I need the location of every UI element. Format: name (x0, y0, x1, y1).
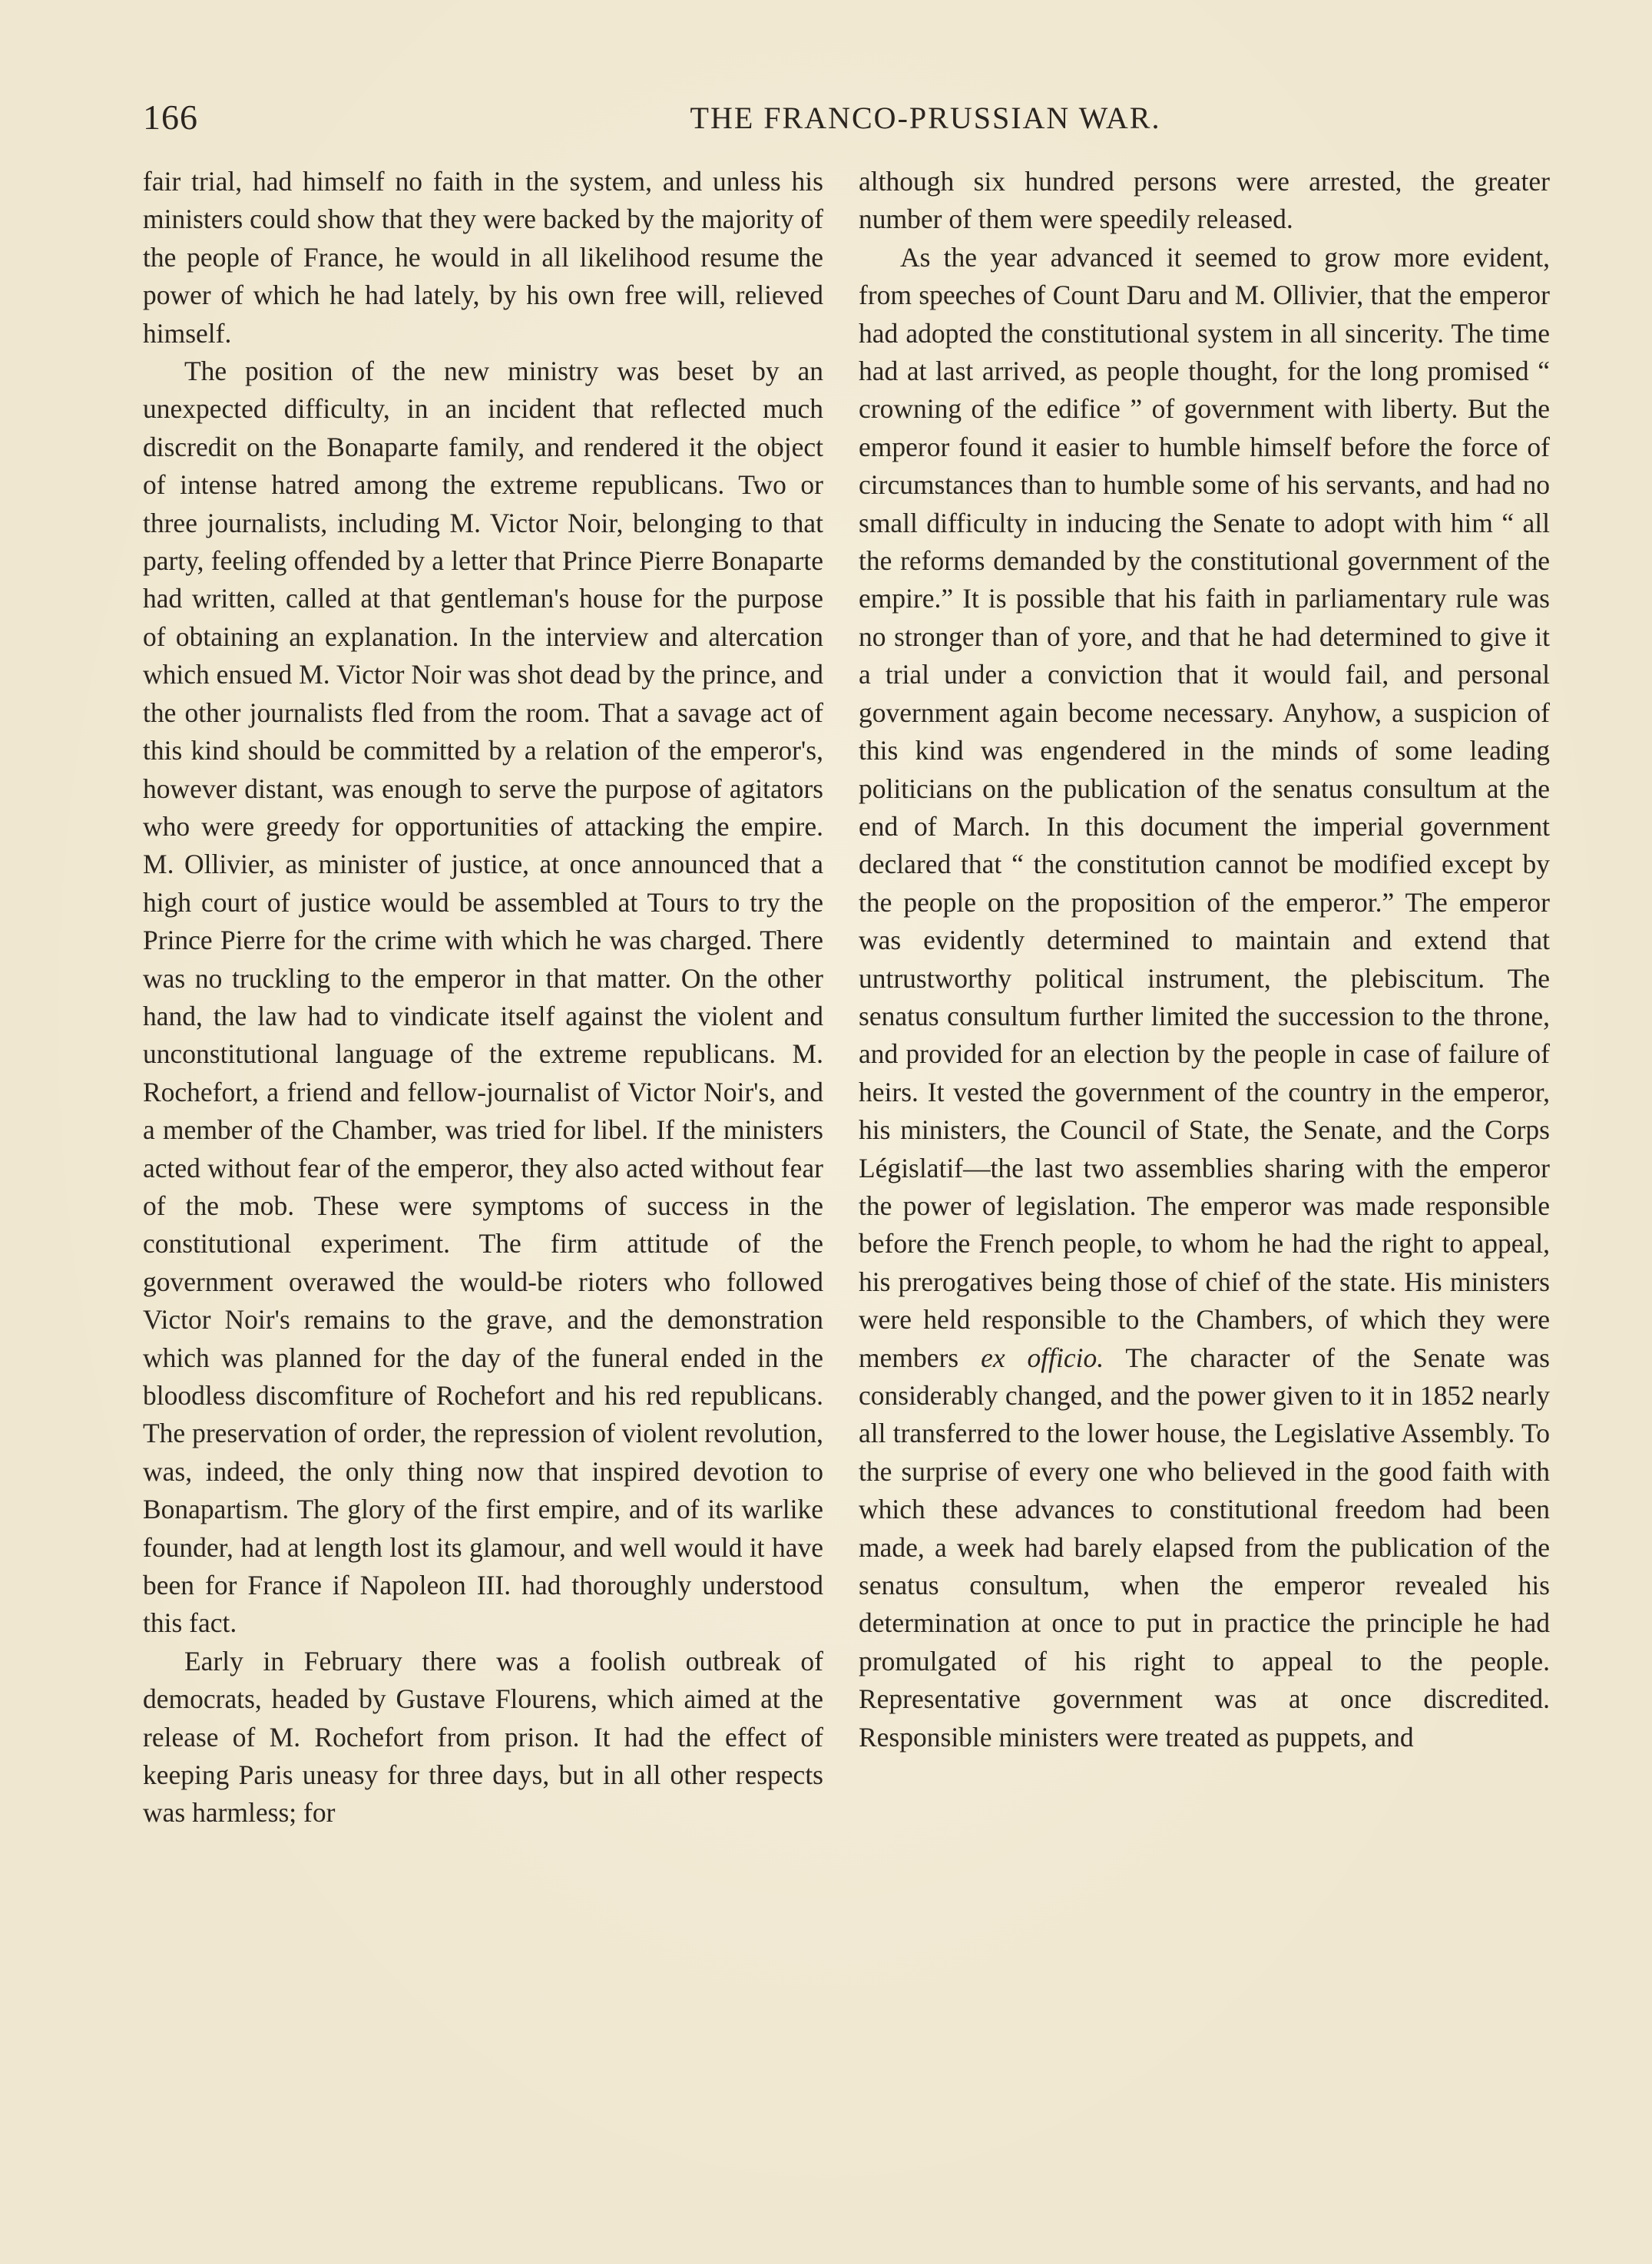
right-paragraph-2-text: As the year advanced it seemed to grow more evident, from speeches of Count Daru and M. Ollivier, that the emperor had adopted the constitutional system in all sincerity. The time had at last arrived, as people thought, for the long promised “ crowning of the edifice ” of government with liberty. But the emperor found it easier to humble himself before the force of circumstances than to humble some of his servants, and had no small difficulty in inducing the Senate to adopt with him “ all the reforms demanded by the constitutional government of the empire.” It is possible that his faith in parliamentary rule was no stronger than of yore, and that he had determined to give it a trial under a conviction that it would fail, and personal government again become necessary. Anyhow, a suspicion of this kind was engendered in the minds of some leading politicians on the publication of the senatus consultum at the end of March. In this document the imperial government declared that “ the constitution cannot be modified except by the people on the proposition of the emperor.” The emperor was evidently determined to maintain and extend that untrustworthy political instrument, the plebiscitum. The senatus consultum further limited the succession to the throne, and provided for an election by the people in case of failure of heirs. It vested the government of the country in the emperor, his ministers, the Council of State, the Senate, and the Corps Législatif—the last two assemblies sharing with the emperor the power of legislation. The emperor was made responsible before the French people, to whom he had the right to appeal, his prerogatives being those of chief of the state. His ministers were held responsible to the Chambers, of which they were members (859, 241, 1550, 1373)
left-paragraph-3: Early in February there was a foolish outbreak of democrats, headed by Gustave Flourens, which aimed at the release of M. Rochefort from prison. It had the effect of keeping Paris uneasy for three days, but in all other respects was harmless; for (143, 1645, 823, 1829)
running-title: THE FRANCO-PRUSSIAN WAR. (690, 101, 1161, 135)
right-paragraph-1: although six hundred persons were arrested, the greater number of them were speedily released. (859, 166, 1550, 235)
left-paragraph-1: fair trial, had himself no faith in the system, and unless his ministers could show that they were backed by the majority of the people of France, he would in all likelihood resume the power of which he had lately, by his own free will, relieved himself. (143, 166, 823, 349)
right-paragraph-2 (859, 239, 1550, 1756)
right-column (859, 163, 1550, 2160)
left-paragraph-2: The position of the new ministry was beset by an unexpected difficulty, in an incident that reflected much discredit on the Bonaparte family, and rendered it the object of intense hatred among the extreme republicans. Two or three journalists, including M. Victor Noir, belonging to that party, feeling offended by a letter that Prince Pierre Bonaparte had written, called at that gentleman's house for the purpose of obtaining an explanation. In the interview and altercation which ensued M. Victor Noir was shot dead by the prince, and the other journalists fled from the room. That a savage act of this kind should be committed by a relation of the emperor's, however distant, was enough to serve the purpose of agitators who were greedy for opportunities of attacking the empire. M. Ollivier, as minister of justice, at once announced that a high court of justice would be assembled at Tours to try the Prince Pierre for the crime with which he was charged. There was no truckling to the emperor in that matter. On the other hand, the law had to vindicate itself against the violent and unconstitutional language of the extreme republicans. M. Rochefort, a friend and fellow-journalist of Victor Noir's, and a member of the Chamber, was tried for libel. If the ministers acted without fear of the emperor, they also acted without fear of the mob. These were symptoms of success in the constitutional experiment. The firm attitude of the government overawed the would-be rioters who followed Victor Noir's remains to the grave, and the demonstration which was planned for the day of the funeral ended in the bloodless discomfiture of Rochefort and his red republicans. The preservation of order, the repression of violent revolution, was, indeed, the only thing now that inspired devotion to Bonapartism. The glory of the first empire, and of its warlike founder, had at length lost its glamour, and well would it have been for France if Napoleon III. had thoroughly understood this fact. (143, 356, 823, 1639)
ex-officio-italic: ex officio. (981, 1342, 1104, 1373)
right-paragraph-2-continued: The character of the Senate was considerably changed, and the power given to it in 1852 nearly all transferred to the lower house, the Legislative Assembly. To the surprise of every one who believed in the good faith with which these advances to constitutional freedom had been made, a week had barely elapsed from the publication of the senatus consultum, when the emperor revealed his determination at once to put in practice the principle he had promulgated of his right to appeal to the people. Representative government was at once discredited. Responsible ministers were treated as puppets, and (859, 1342, 1550, 1753)
left-column (143, 163, 823, 2160)
page-number: 166 (143, 98, 198, 137)
